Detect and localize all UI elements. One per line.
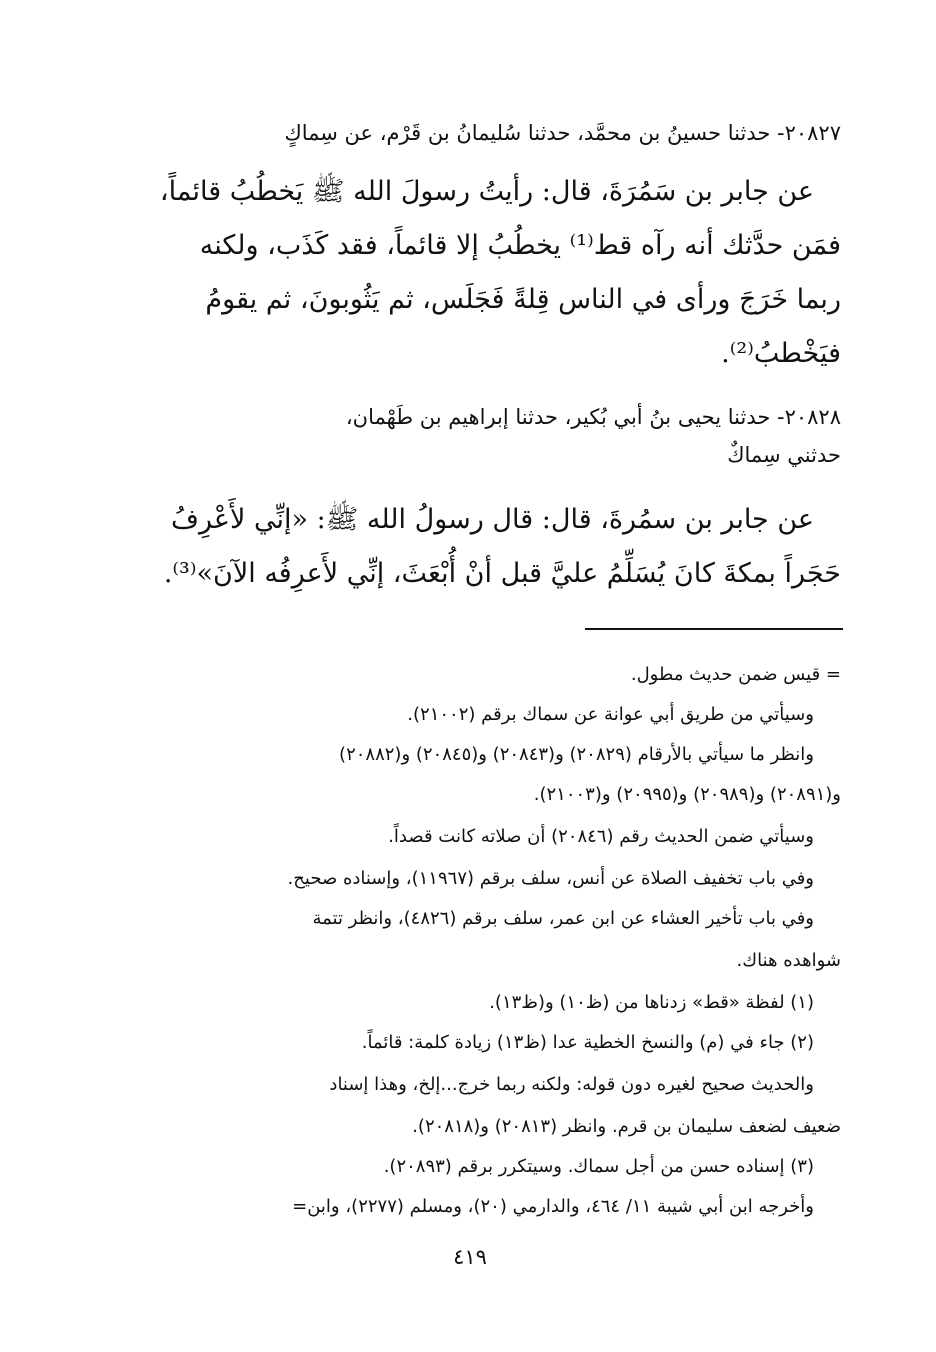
hadith-20827-matn-line: فيَخْطبُ⁽²⁾. xyxy=(721,338,841,369)
footnote-line: شواهده هناك. xyxy=(736,950,841,971)
footnote-line: ضعيف لضعف سليمان بن قرم. وانظر (٢٠٨١٣) و(٢٠٨١٨). xyxy=(412,1116,841,1137)
hadith-20827-matn-line: ربما خَرَجَ ورأى في الناس قِلةً فَجَلَس، ثم يَثُوبونَ، ثم يقومُ xyxy=(205,284,841,315)
footnote-line: وفي باب تأخير العشاء عن ابن عمر، سلف برقم (٤٨٢٦)، وانظر تتمة xyxy=(312,908,814,929)
footnote-line: وأخرجه ابن أبي شيبة ١١/ ٤٦٤، والدارمي (٢٠)، ومسلم (٢٢٧٧)، وابن= xyxy=(292,1196,814,1217)
footnote-separator xyxy=(585,628,843,630)
hadith-20827-matn-line: عن جابر بن سَمُرَةَ، قال: رأيتُ رسولَ الله ﷺ يَخطُبُ قائماً، xyxy=(159,176,814,207)
hadith-20827-matn-line: فمَن حدَّثك أنه رآه قط⁽¹⁾ يخطُبُ إلا قائماً، فقد كَذَب، ولكنه xyxy=(199,230,841,261)
footnote-2: (٢) جاء في (م) والنسخ الخطية عدا (ظ١٣) زيادة كلمة: قائماً. xyxy=(361,1032,814,1053)
footnote-line: وانظر ما سيأتي بالأرقام (٢٠٨٢٩) و(٢٠٨٤٣) و(٢٠٨٤٥) و(٢٠٨٨٢) xyxy=(339,744,814,765)
footnote-line: وفي باب تخفيف الصلاة عن أنس، سلف برقم (١١٩٦٧)، وإسناده صحيح. xyxy=(287,868,814,889)
footnote-3: (٣) إسناده حسن من أجل سماك. وسيتكرر برقم (٢٠٨٩٣). xyxy=(383,1156,814,1177)
hadith-20828-isnad-line: حدثني سِماكٌ xyxy=(727,443,841,467)
page-number: ٤١٩ xyxy=(453,1245,487,1269)
footnote-line: وسيأتي ضمن الحديث رقم (٢٠٨٤٦) أن صلاته كانت قصداً. xyxy=(388,826,814,847)
hadith-20827-isnad: ٢٠٨٢٧- حدثنا حسينُ بن محمَّد، حدثنا سُليمانُ بن قَرْم، عن سِماكٍ xyxy=(284,121,841,145)
footnote-line: وسيأتي من طريق أبي عوانة عن سماك برقم (٢١٠٠٢). xyxy=(407,704,814,725)
hadith-20828-matn-line: عن جابر بن سمُرةَ، قال: قال رسولُ الله ﷺ: «إنِّي لأَعْرِفُ xyxy=(171,504,814,535)
footnote-line: = قيس ضمن حديث مطول. xyxy=(630,664,841,685)
footnote-line: والحديث صحيح لغيره دون قوله: ولكنه ربما خرج...إلخ، وهذا إسناد xyxy=(329,1074,814,1095)
hadith-20828-isnad-line: ٢٠٨٢٨- حدثنا يحيى بنُ أبي بُكير، حدثنا إبراهيم بن طَهْمان، xyxy=(345,405,841,429)
footnote-1: (١) لفظة «قط» زدناها من (ظ١٠) و(ظ١٣). xyxy=(489,992,814,1013)
hadith-20828-matn-line: حَجَراً بمكةَ كانَ يُسَلِّمُ عليَّ قبل أنْ أُبْعَثَ، إنِّي لأَعرِفُه الآنَ»⁽³⁾. xyxy=(163,558,841,589)
footnote-line: و(٢٠٨٩١) و(٢٠٩٨٩) و(٢٠٩٩٥) و(٢١٠٠٣). xyxy=(533,784,841,805)
